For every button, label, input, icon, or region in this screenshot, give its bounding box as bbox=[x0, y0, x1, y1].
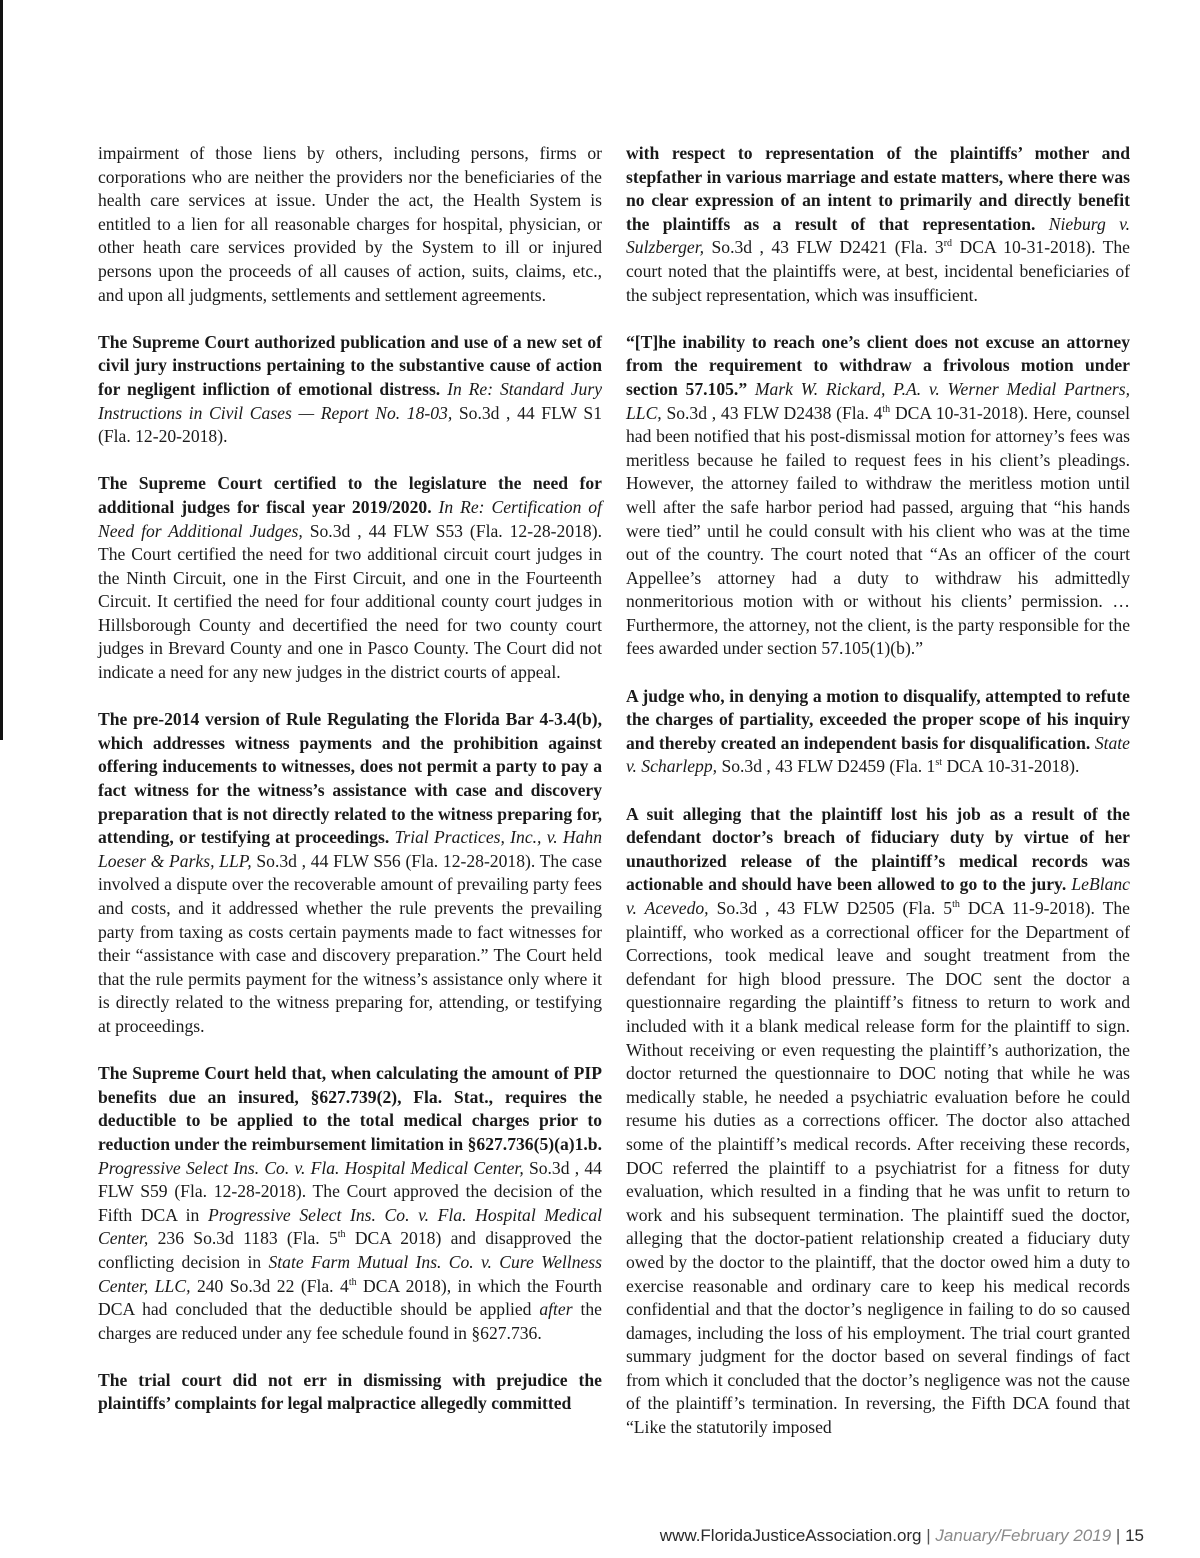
headnote: The Supreme Court authorized publication and use of a new set of civil jury instructions pertaining to the substantive cause of action for negligent infliction of emotional distress. bbox=[98, 331, 602, 399]
paragraph-medical-records: A suit alleging that the plaintiff lost his job as a result of the defendant doctor’s breach of fiduciary duty by virtue of her unauthorized release of the plaintiff’s medical records was actionable and should have been allowed to go to the jury. LeBlanc v. Acevedo, So.3d , 43 FLW D2505 (Fla. 5th DCA 11-9-2018). The plaintiff, who worked as a correctional officer for the Department of Corrections, took medical leave and sought treatment from the defendant for high blood pressure. The DOC sent the doctor a questionnaire regarding the plaintiff’s fitness to return to work and included with it a blank medical release form for the plaintiff to sign. Without receiving or even requesting the plaintiff’s authorization, the doctor returned the questionnaire to DOC noting that while he was medically stable, he needed a psychiatric evaluation before he could resume his duties as a corrections officer. The doctor also attached some of the plaintiff’s medical records. After receiving these records, DOC referred the plaintiff to a psychiatrist for a fitness for duty evaluation, which resulted in a finding that he was unfit to return to work and his subsequent termination. The plaintiff sued the doctor, alleging that the doctor-patient relationship created a fiduciary duty owed by the doctor to the plaintiff, that the doctor owed him a duty to exercise reasonable and ordinary care to keep his medical records confidential and that the doctor’s negligence in failing to do so caused damages, including the loss of his employment. The trial court granted summary judgment for the doctor based on several findings of fact from which it concluded that the doctor’s negligence was not the cause of the plaintiff’s termination. In reversing, the Fifth DCA found that “Like the statutorily imposed bbox=[626, 803, 1130, 1438]
case-citation: In Re: Standard Jury Instructions in Civil Cases — Report No. 18-03, bbox=[98, 378, 602, 423]
case-citation: State v. Scharlepp, bbox=[626, 732, 1130, 777]
case-citation: Progressive Select Ins. Co. v. Fla. Hospital Medical Center, bbox=[98, 1204, 603, 1249]
page-number: 15 bbox=[1125, 1526, 1144, 1545]
paragraph-frivolous-motion: “[T]he inability to reach one’s client does not excuse an attorney from the requirement to withdraw a frivolous motion under section 57.105.” Mark W. Rickard, P.A. v. Werner Medial Partners, LLC, So.3d , 43 FLW D2438 (Fla. 4th DCA 10-31-2018). Here, counsel had been notified that his post-dismissal motion for attorney’s fees was meritless because he failed to request fees in his client’s pleadings. However, the attorney failed to withdraw the meritless motion until well after the safe harbor period had passed, arguing that “his hands were tied” until he could consult with his client who was at the time out of the country. The court noted that “As an officer of the court Appellee’s attorney had a duty to withdraw his admittedly nonmeritorious motion with or without his clients’ permission. … Furthermore, the attorney, not the client, is the party responsible for the fees awarded under section 57.105(1)(b).” bbox=[626, 331, 1131, 659]
paragraph-pip-benefits: The Supreme Court held that, when calculating the amount of PIP benefits due an insured, §627.739(2), Fla. Stat., requires the deductible to be applied to the total medical charges prior to reduction under the reimbursement limitation in §627.736(5)(a)1.b. Progressive Select Ins. Co. v. Fla. Hospital Medical Center, So.3d , 44 FLW S59 (Fla. 12-28-2018). The Court approved the decision of the Fifth DCA in Progressive Select Ins. Co. v. Fla. Hospital Medical Center, 236 So.3d 1183 (Fla. 5th DCA 2018) and disapproved the conflicting decision in State Farm Mutual Ins. Co. v. Cure Wellness Center, LLC, 240 So.3d 22 (Fla. 4th DCA 2018), in which the Fourth DCA had concluded that the deductible should be applied after the charges are reduced under any fee schedule found in §627.736. bbox=[98, 1063, 603, 1343]
footer-separator: | bbox=[926, 1526, 931, 1545]
case-citation: Mark W. Rickard, P.A. v. Werner Medial Partners, LLC, bbox=[626, 378, 1130, 423]
paragraph-jury-instructions: The Supreme Court authorized publication and use of a new set of civil jury instructions pertaining to the substantive cause of action for negligent infliction of emotional distress. In Re: Standard Jury Instructions in Civil Cases — Report No. 18-03, So.3d , 44 FLW S1 (Fla. 12-20-2018). bbox=[98, 331, 602, 447]
paragraph-lien-act: impairment of those liens by others, including persons, firms or corporations who are neither the providers nor the beneficiaries of the health care services at issue. Under the act, the Health System is entitled to a lien for all reasonable charges for hospital, physician, or other heath care services provided by the System to ill or injured persons upon the proceeds of all causes of action, suits, claims, etc., and upon all judgments, settlements and settlement agreements. bbox=[98, 143, 602, 305]
headnote: The Supreme Court certified to the legislature the need for additional judges for fiscal year 2019/2020. bbox=[98, 473, 602, 517]
paragraph-additional-judges: The Supreme Court certified to the legislature the need for additional judges for fiscal year 2019/2020. In Re: Certification of Need for Additional Judges, So.3d , 44 FLW S53 (Fla. 12-28-2018). The Court certified the need for two additional circuit court judges in the Ninth Circuit, one in the First Circuit, and one in the Fourteenth Circuit. It certified the need for four additional county court judges in Hillsborough County and decertified the need for two county court judges in Brevard County and one in Pasco County. The Court did not indicate a need for any new judges in the district courts of appeal. bbox=[98, 473, 602, 683]
headnote: A suit alleging that the plaintiff lost his job as a result of the defendant doctor’s breach of fiduciary duty by virtue of her unauthorized release of the plaintiff’s medical records was actionable and should have been allowed to go to the jury. bbox=[626, 803, 1130, 895]
headnote: The pre-2014 version of Rule Regulating the Florida Bar 4-3.4(b), which addresses witness payments and the prohibition against offering inducements to witnesses, does not permit a party to pay a fact witness for the witness’s assistance with case and discovery preparation that is not directly related to the witness preparing for, attending, or testifying at proceedings. bbox=[98, 709, 602, 848]
headnote: The trial court did not err in dismissing with prejudice the plaintiffs’ complaints for legal malpractice allegedly committed bbox=[98, 1369, 602, 1414]
case-citation: In Re: Certification of Need for Additional Judges, bbox=[98, 496, 602, 541]
case-citation: Trial Practices, Inc., v. Hahn Loeser & Parks, LLP, bbox=[98, 827, 602, 871]
case-citation: State Farm Mutual Ins. Co. v. Cure Wellness Center, LLC, bbox=[98, 1251, 602, 1296]
headnote: A judge who, in denying a motion to disqualify, attempted to refute the charges of partiality, exceeded the proper scope of his inquiry and thereby created an independent basis for disqualification. bbox=[626, 685, 1130, 753]
case-citation: Progressive Select Ins. Co. v. Fla. Hospital Medical Center, bbox=[98, 1157, 524, 1178]
footer-separator: | bbox=[1115, 1526, 1121, 1545]
headnote: The Supreme Court held that, when calculating the amount of PIP benefits due an insured, §627.739(2), Fla. Stat., requires the deductible to be applied to the total medical charges prior to reduction under the reimbursement limitation in §627.736(5)(a)1.b. bbox=[98, 1063, 602, 1154]
footer-website-link[interactable]: www.FloridaJusticeAssociation.org bbox=[659, 1526, 922, 1545]
left-column bbox=[98, 142, 602, 1416]
paragraph-disqualification: A judge who, in denying a motion to disqualify, attempted to refute the charges of partiality, exceeded the proper scope of his inquiry and thereby created an independent basis for disqualification. State v. Scharlepp, So.3d , 43 FLW D2459 (Fla. 1st DCA 10-31-2018). bbox=[626, 685, 1130, 777]
footer-issue-date: January/February 2019 bbox=[935, 1526, 1112, 1545]
page-footer bbox=[0, 1526, 1144, 1546]
paragraph-witness-payments: The pre-2014 version of Rule Regulating the Florida Bar 4-3.4(b), which addresses witness payments and the prohibition against offering inducements to witnesses, does not permit a party to pay a fact witness for the witness’s assistance with case and discovery preparation that is not directly related to the witness preparing for, attending, or testifying at proceedings. Trial Practices, Inc., v. Hahn Loeser & Parks, LLP, So.3d , 44 FLW S56 (Fla. 12-28-2018). The case involved a dispute over the recoverable amount of prevailing party fees and costs, and it addressed whether the rule prevents the prevailing party from taxing as costs certain payments made to fact witnesses for their “assistance with case and discovery preparation.” The Court held that the rule permits payment for the witness’s assistance only where it is directly related to the witness preparing for, attending, or testifying at proceedings. bbox=[98, 709, 603, 1036]
headnote: “[T]he inability to reach one’s client does not excuse an attorney from the requirement to withdraw a frivolous motion under section 57.105.” bbox=[626, 331, 1130, 399]
case-citation: LeBlanc v. Acevedo, bbox=[626, 874, 1130, 918]
case-citation: Nieburg v. Sulzberger, bbox=[626, 213, 1130, 258]
right-column bbox=[626, 142, 1130, 1440]
headnote: with respect to representation of the plaintiffs’ mother and stepfather in various marriage and estate matters, where there was no clear expression of an intent to primarily and directly benefit the plaintiffs as a result of that representation. bbox=[626, 143, 1130, 234]
paragraph-malpractice-continued: with respect to representation of the plaintiffs’ mother and stepfather in various marriage and estate matters, where there was no clear expression of an intent to primarily and directly benefit the plaintiffs as a result of that representation. Nieburg v. Sulzberger, So.3d , 43 FLW D2421 (Fla. 3rd DCA 10-31-2018). The court noted that the plaintiffs were, at best, incidental beneficiaries of the subject representation, which was insufficient. bbox=[626, 143, 1130, 305]
page-edge-bar bbox=[0, 0, 3, 740]
paragraph-legal-malpractice bbox=[98, 1369, 602, 1416]
